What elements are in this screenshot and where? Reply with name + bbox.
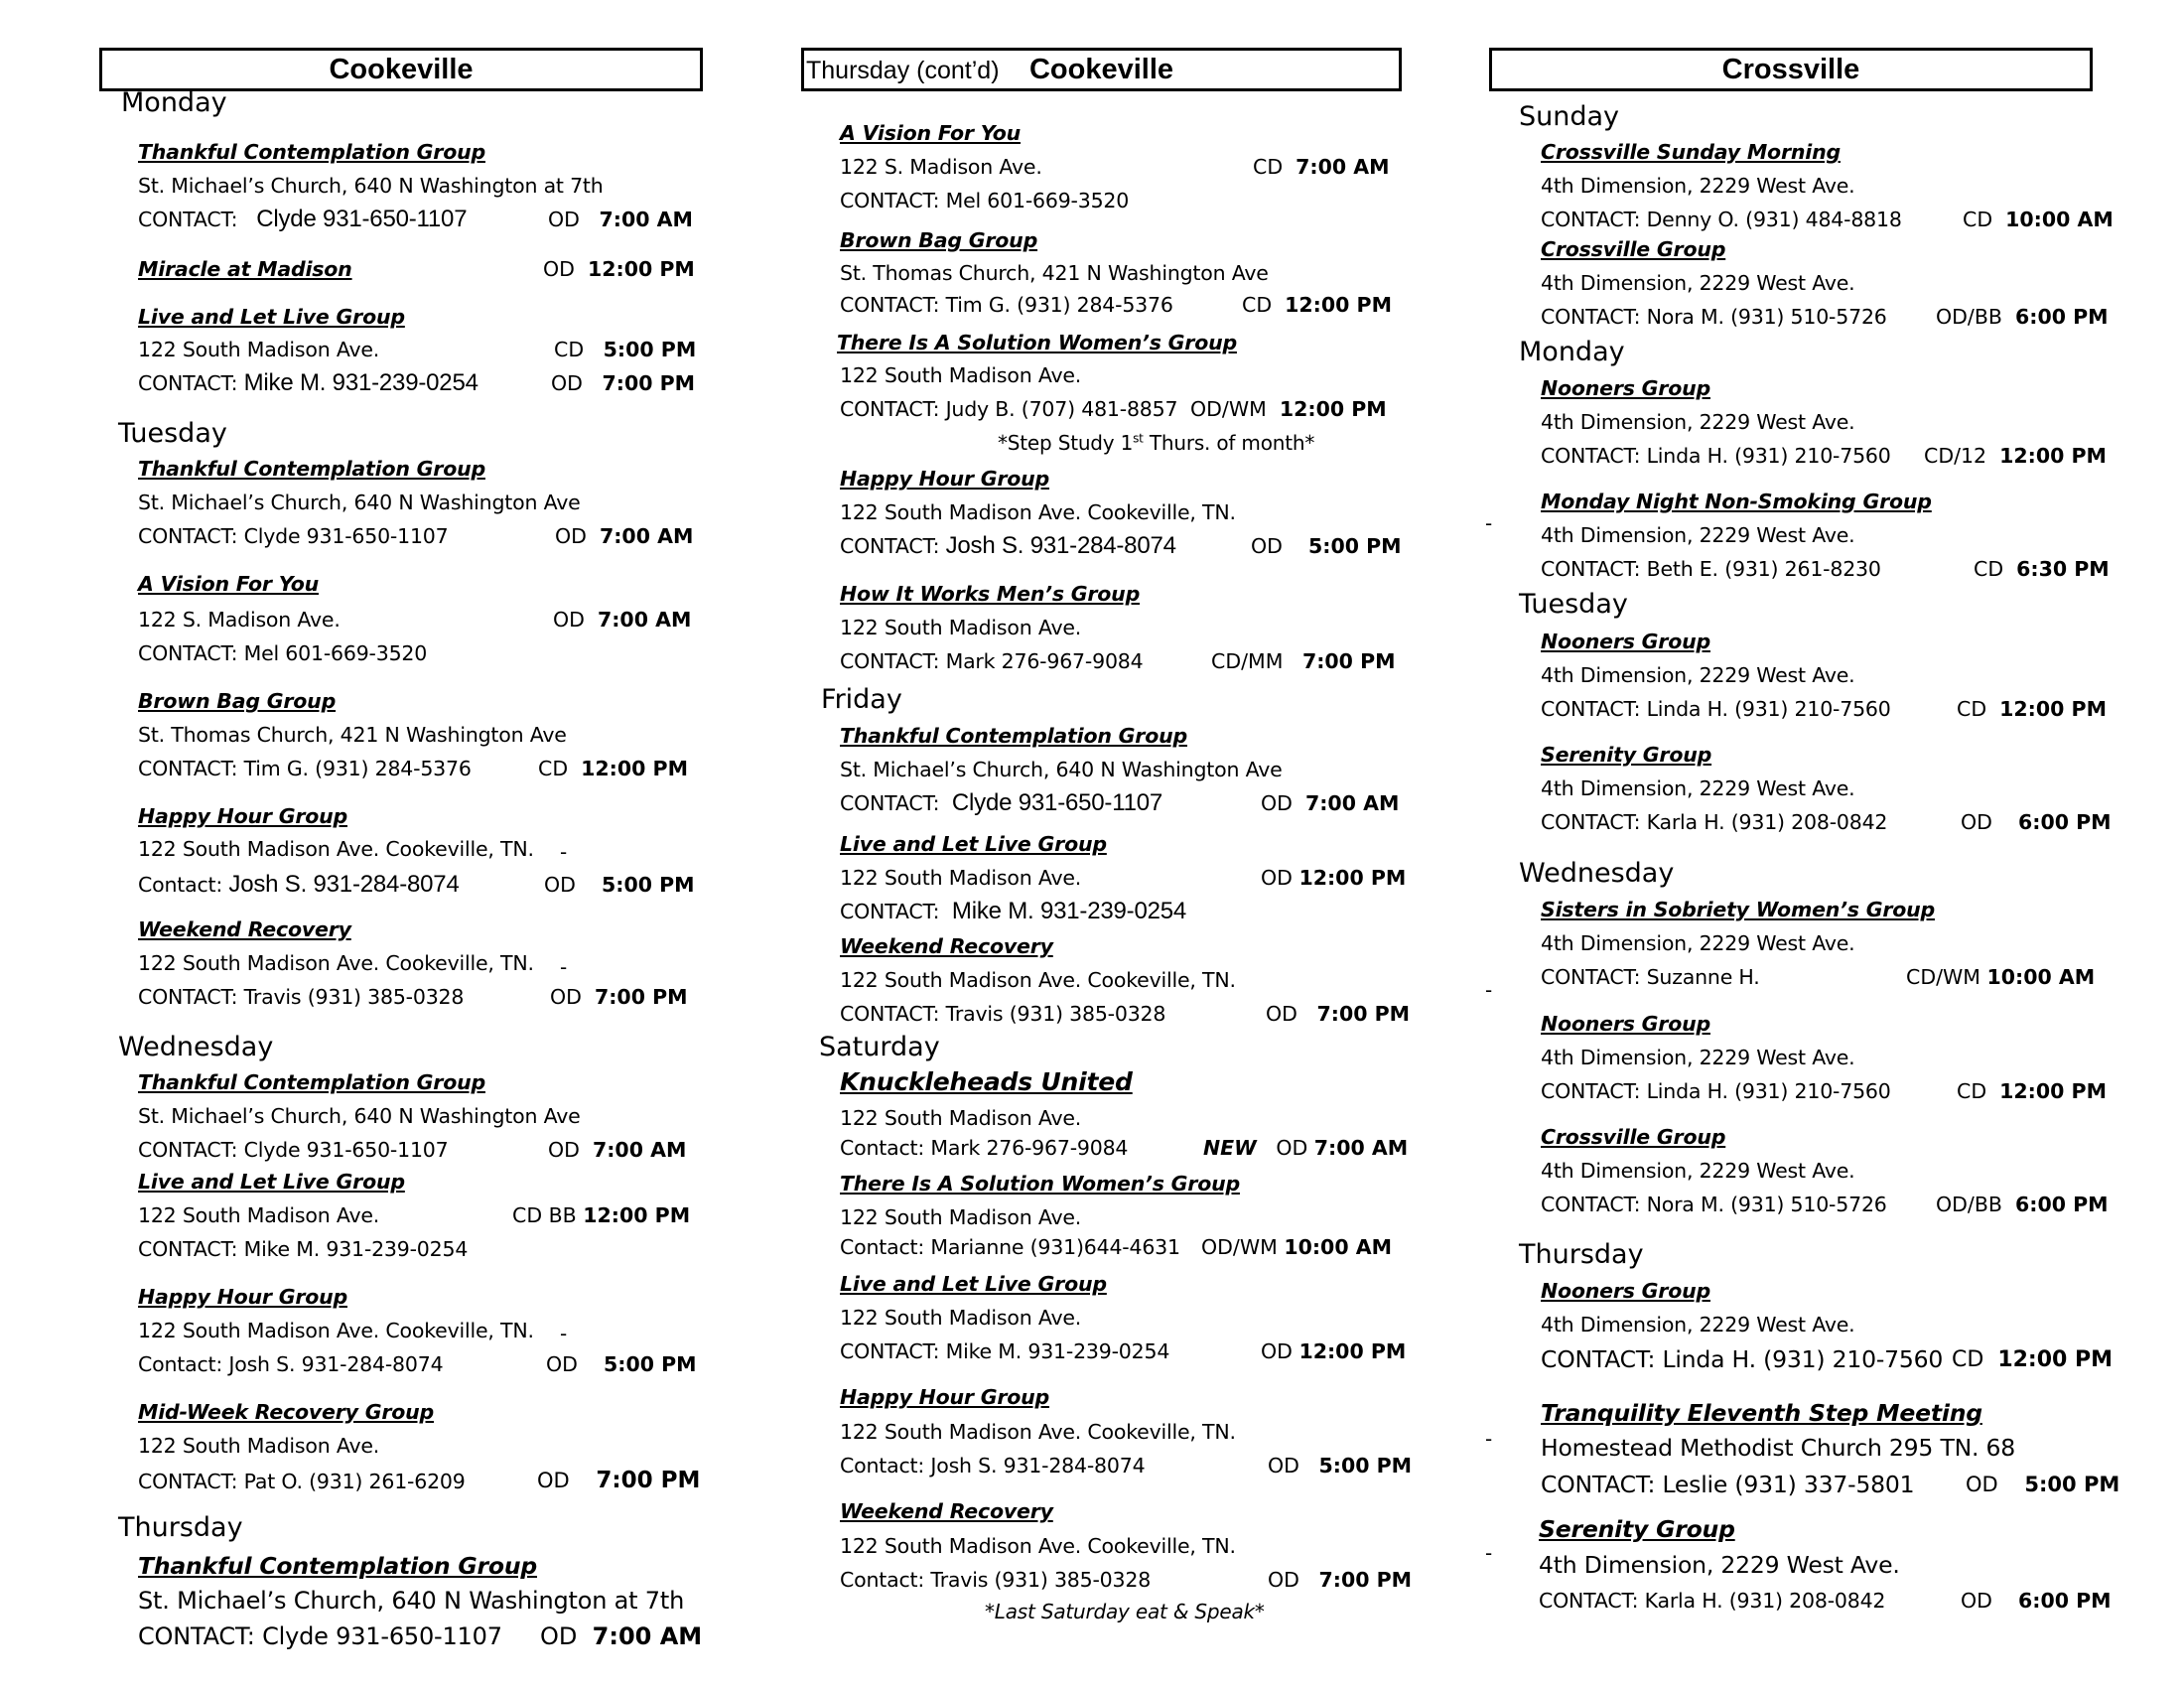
group-name: How It Works Men’s Group [840, 582, 1141, 606]
group-name: There Is A Solution Women’s Group [837, 331, 1237, 354]
contact-line: CONTACT: Travis (931) 385-0328 [840, 1002, 1166, 1026]
meeting-time: CD/MM 7:00 PM [1211, 649, 1396, 673]
contact-line: CONTACT: Beth E. (931) 261-8230 [1541, 557, 1881, 581]
address: 4th Dimension, 2229 West Ave. [1541, 1046, 1855, 1069]
meeting-time: OD 5:00 PM [1251, 534, 1402, 558]
meeting-time: OD/BB 6:00 PM [1936, 305, 2109, 329]
address: Homestead Methodist Church 295 TN. 68 [1541, 1434, 2016, 1462]
contact-line: CONTACT: Clyde 931-650-1107 [138, 1622, 502, 1650]
address: 4th Dimension, 2229 West Ave. [1541, 174, 1855, 198]
meeting-time: OD 12:00 PM [1261, 866, 1407, 890]
address: 122 South Madison Ave. [138, 1434, 380, 1458]
contact-line: CONTACT: Mike M. 931-239-0254 [138, 369, 478, 396]
meeting-time: OD 7:00 PM [551, 371, 696, 395]
dash-mark: - [560, 955, 568, 979]
group-name: Happy Hour Group [840, 467, 1050, 491]
contact-line: CONTACT: Linda H. (931) 210-7560 [1541, 1345, 1944, 1373]
meeting-time: CD 5:00 PM [554, 338, 697, 361]
group-name: Nooners Group [1541, 1012, 1710, 1036]
meeting-time: OD 5:00 PM [1268, 1454, 1413, 1477]
address: St. Michael’s Church, 640 N Washington at 7th [138, 174, 604, 198]
day-heading: Wednesday [118, 1032, 274, 1062]
group-name: Serenity Group [1539, 1515, 1735, 1543]
contact-line: CONTACT: Karla H. (931) 208-0842 [1539, 1589, 1886, 1613]
contact-line: CONTACT: Judy B. (707) 481-8857 [840, 397, 1178, 421]
meeting-time: OD 5:00 PM [1966, 1473, 2120, 1496]
column-header [1489, 48, 2093, 91]
contact-line: CONTACT: Tim G. (931) 284-5376 [840, 293, 1173, 317]
contact-line: CONTACT: Denny O. (931) 484-8818 [1541, 208, 1902, 231]
meeting-time: CD BB 12:00 PM [512, 1203, 691, 1227]
day-heading: Thursday [118, 1512, 243, 1543]
address: 4th Dimension, 2229 West Ave. [1539, 1551, 1900, 1579]
meeting-time: CD 6:30 PM [1974, 557, 2110, 581]
group-name: Tranquility Eleventh Step Meeting [1541, 1399, 1982, 1427]
column-header [801, 48, 1402, 91]
address: 4th Dimension, 2229 West Ave. [1541, 1313, 1855, 1336]
contact-line: CONTACT: Suzanne H. [1541, 965, 1760, 989]
address: 4th Dimension, 2229 West Ave. [1541, 1159, 1855, 1183]
address: 122 South Madison Ave. Cookeville, TN. [840, 1420, 1236, 1444]
meeting-time: OD 5:00 PM [546, 1352, 697, 1376]
address: 122 South Madison Ave. [840, 1106, 1082, 1130]
day-heading: Saturday [819, 1032, 940, 1062]
address: 122 S. Madison Ave. [840, 155, 1042, 179]
address: St. Michael’s Church, 640 N Washington Ave [138, 491, 581, 514]
address: 122 South Madison Ave. [840, 866, 1082, 890]
header-title: Crossville [1721, 53, 1860, 85]
meeting-time: OD 7:00 PM [1268, 1568, 1413, 1592]
header-title: Cookeville [329, 53, 474, 85]
contact-line: CONTACT: Linda H. (931) 210-7560 [1541, 697, 1891, 721]
dash-mark: - [1485, 1541, 1493, 1565]
meeting-time: CD/12 12:00 PM [1924, 444, 2107, 468]
group-name: Weekend Recovery [840, 934, 1053, 958]
dash-mark: - [1485, 1427, 1493, 1451]
day-heading: Friday [821, 684, 902, 715]
address: 122 South Madison Ave. Cookeville, TN. [138, 837, 534, 861]
address: 122 South Madison Ave. [138, 338, 380, 361]
contact-line: CONTACT: Leslie (931) 337-5801 [1541, 1471, 1915, 1498]
day-heading: Wednesday [1519, 858, 1675, 889]
header-prefix: Thursday (cont’d) [806, 57, 1000, 84]
address: 122 South Madison Ave. [138, 1203, 380, 1227]
meeting-time: OD/WM 10:00 AM [1201, 1235, 1392, 1259]
contact-line: CONTACT: Pat O. (931) 261-6209 [138, 1470, 466, 1493]
meeting-time: OD 7:00 PM [1266, 1002, 1411, 1026]
group-name: Thankful Contemplation Group [840, 724, 1187, 748]
group-name: Live and Let Live Group [840, 832, 1107, 856]
address: 122 South Madison Ave. Cookeville, TN. [840, 500, 1236, 524]
meeting-time: OD 7:00 PM [550, 985, 688, 1009]
meeting-time: CD 12:00 PM [1952, 1347, 2114, 1372]
group-name: Crossville Group [1541, 1125, 1726, 1149]
meeting-time: OD 6:00 PM [1961, 1589, 2112, 1613]
group-name: Sisters in Sobriety Women’s Group [1541, 898, 1936, 921]
dash-mark: - [560, 1322, 568, 1345]
address: 122 South Madison Ave. [840, 363, 1082, 387]
meeting-time: OD 7:00 PM [537, 1468, 701, 1493]
address: St. Michael’s Church, 640 N Washington Ave [138, 1104, 581, 1128]
day-heading: Sunday [1519, 101, 1620, 132]
group-name: A Vision For You [138, 572, 320, 596]
contact-line: CONTACT: Clyde 931-650-1107 [138, 206, 468, 232]
meeting-time: CD/WM 10:00 AM [1906, 965, 2096, 989]
meeting-time: CD 12:00 PM [538, 757, 688, 780]
meeting-time: OD 12:00 PM [543, 257, 695, 281]
meeting-time: CD 7:00 AM [1253, 155, 1390, 179]
address: 4th Dimension, 2229 West Ave. [1541, 663, 1855, 687]
meeting-time: NEW OD 7:00 AM [1203, 1136, 1409, 1160]
contact-line: Contact: Josh S. 931-284-8074 [138, 1352, 444, 1376]
day-heading: Monday [121, 87, 227, 118]
address: 4th Dimension, 2229 West Ave. [1541, 523, 1855, 547]
contact-line: Contact: Josh S. 931-284-8074 [138, 871, 460, 898]
address: St. Thomas Church, 421 N Washington Ave [138, 723, 567, 747]
day-heading: Thursday [1519, 1239, 1644, 1270]
address: 122 South Madison Ave. Cookeville, TN. [138, 1319, 534, 1342]
address: 4th Dimension, 2229 West Ave. [1541, 776, 1855, 800]
group-name: Live and Let Live Group [138, 305, 405, 329]
contact-line: CONTACT: Mike M. 931-239-0254 [840, 1339, 1170, 1363]
address: 122 South Madison Ave. [840, 1205, 1082, 1229]
dash-mark: - [1485, 511, 1493, 535]
meeting-time: OD 7:00 AM [1261, 791, 1400, 815]
group-name: Thankful Contemplation Group [138, 1070, 485, 1094]
meeting-time: CD 10:00 AM [1963, 208, 2114, 231]
group-name: Nooners Group [1541, 376, 1710, 400]
contact-line: Contact: Josh S. 931-284-8074 [840, 1454, 1146, 1477]
contact-line: CONTACT: Linda H. (931) 210-7560 [1541, 1079, 1891, 1103]
meeting-note: *Last Saturday eat & Speak* [985, 1600, 1265, 1623]
group-name: Brown Bag Group [138, 689, 337, 713]
contact-line: CONTACT: Mark 276-967-9084 [840, 649, 1144, 673]
address: 4th Dimension, 2229 West Ave. [1541, 410, 1855, 434]
group-name: A Vision For You [840, 121, 1022, 145]
day-heading: Tuesday [1519, 589, 1628, 620]
address: 122 South Madison Ave. [840, 616, 1082, 639]
day-heading: Tuesday [118, 418, 227, 449]
meeting-time: OD/WM 12:00 PM [1190, 397, 1387, 421]
contact-line: Contact: Travis (931) 385-0328 [840, 1568, 1152, 1592]
group-name: Monday Night Non-Smoking Group [1541, 490, 1932, 513]
contact-line: CONTACT: Mike M. 931-239-0254 [840, 898, 1187, 924]
address: 122 South Madison Ave. Cookeville, TN. [840, 968, 1236, 992]
header-title: Cookeville [1028, 53, 1174, 85]
group-name: Mid-Week Recovery Group [138, 1400, 435, 1424]
contact-line: CONTACT: Mel 601-669-3520 [138, 641, 428, 665]
contact-line: CONTACT: Clyde 931-650-1107 [138, 1138, 449, 1162]
group-name: Serenity Group [1541, 743, 1712, 767]
address: 4th Dimension, 2229 West Ave. [1541, 931, 1855, 955]
address: 4th Dimension, 2229 West Ave. [1541, 271, 1855, 295]
group-name: Brown Bag Group [840, 228, 1038, 252]
group-name: Thankful Contemplation Group [138, 140, 485, 164]
contact-line: CONTACT: Linda H. (931) 210-7560 [1541, 444, 1891, 468]
meeting-time: OD 6:00 PM [1961, 810, 2112, 834]
meeting-time: CD 12:00 PM [1957, 697, 2107, 721]
meeting-time: CD 12:00 PM [1957, 1079, 2107, 1103]
contact-line: CONTACT: Mel 601-669-3520 [840, 189, 1130, 212]
group-name: Happy Hour Group [138, 804, 348, 828]
group-name: Crossville Sunday Morning [1541, 140, 1841, 164]
contact-line: CONTACT: Karla H. (931) 208-0842 [1541, 810, 1888, 834]
group-name: Knuckleheads United [840, 1067, 1133, 1096]
address: 122 S. Madison Ave. [138, 608, 341, 632]
contact-line: CONTACT: Nora M. (931) 510-5726 [1541, 1193, 1887, 1216]
group-name: Thankful Contemplation Group [138, 1552, 538, 1580]
contact-line: Contact: Mark 276-967-9084 [840, 1136, 1129, 1160]
contact-line: Contact: Marianne (931)644-4631 [840, 1235, 1180, 1259]
meeting-time: OD 7:00 AM [548, 208, 693, 231]
contact-line: CONTACT: Clyde 931-650-1107 [840, 789, 1163, 816]
contact-line: CONTACT: Mike M. 931-239-0254 [138, 1237, 469, 1261]
meeting-note: *Step Study 1st Thurs. of month* [998, 431, 1315, 455]
address: 122 South Madison Ave. Cookeville, TN. [138, 951, 534, 975]
group-name: There Is A Solution Women’s Group [840, 1172, 1240, 1196]
meeting-time: OD 12:00 PM [1261, 1339, 1407, 1363]
group-name: Weekend Recovery [840, 1499, 1053, 1523]
meeting-time: CD 12:00 PM [1242, 293, 1392, 317]
group-name: Thankful Contemplation Group [138, 457, 485, 481]
meeting-time: OD 7:00 AM [548, 1138, 687, 1162]
address: St. Michael’s Church, 640 N Washington Ave [840, 758, 1283, 781]
meeting-time: OD 7:00 AM [540, 1622, 703, 1650]
group-name: Live and Let Live Group [138, 1170, 405, 1194]
contact-line: CONTACT: Josh S. 931-284-8074 [840, 532, 1176, 559]
dash-mark: - [1485, 978, 1493, 1002]
group-name: Nooners Group [1541, 1279, 1710, 1303]
day-heading: Monday [1519, 337, 1625, 367]
contact-line: CONTACT: Travis (931) 385-0328 [138, 985, 465, 1009]
meeting-time: OD/BB 6:00 PM [1936, 1193, 2109, 1216]
meeting-time: OD 5:00 PM [544, 873, 695, 897]
address: St. Thomas Church, 421 N Washington Ave [840, 261, 1269, 285]
meeting-time: OD 7:00 AM [553, 608, 692, 632]
address: St. Michael’s Church, 640 N Washington at 7th [138, 1587, 685, 1615]
group-name: Miracle at Madison [138, 257, 352, 281]
group-name: Crossville Group [1541, 237, 1726, 261]
group-name: Weekend Recovery [138, 917, 351, 941]
group-name: Happy Hour Group [840, 1385, 1050, 1409]
group-name: Live and Let Live Group [840, 1272, 1107, 1296]
dash-mark: - [560, 840, 568, 864]
group-name: Nooners Group [1541, 630, 1710, 653]
contact-line: CONTACT: Tim G. (931) 284-5376 [138, 757, 472, 780]
contact-line: CONTACT: Clyde 931-650-1107 [138, 524, 449, 548]
contact-line: CONTACT: Nora M. (931) 510-5726 [1541, 305, 1887, 329]
meeting-time: OD 7:00 AM [555, 524, 694, 548]
address: 122 South Madison Ave. Cookeville, TN. [840, 1534, 1236, 1558]
address: 122 South Madison Ave. [840, 1306, 1082, 1330]
group-name: Happy Hour Group [138, 1285, 348, 1309]
